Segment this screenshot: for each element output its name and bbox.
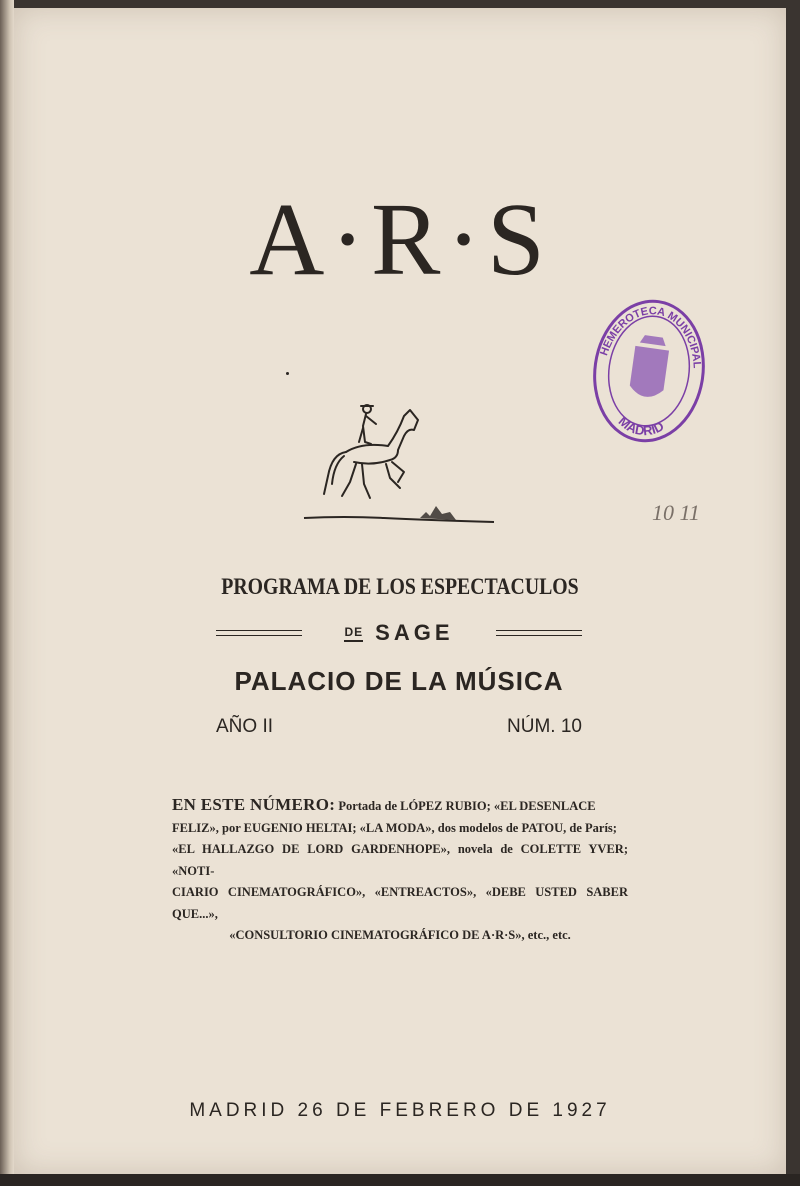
- book-spine-edge: [0, 0, 14, 1186]
- program-heading: PROGRAMA DE LOS ESPECTACULOS: [221, 574, 579, 599]
- company-title: SAGE: [375, 620, 454, 645]
- contents-line-4: CIARIO CINEMATOGRÁFICO», «ENTREACTOS», «DEBE USTED SABER QUE...»,: [172, 885, 628, 921]
- publication-date: MADRID 26 DE FEBRERO DE 1927: [189, 1100, 611, 1121]
- contents-line-1: Portada de LÓPEZ RUBIO; «EL DESENLACE: [338, 799, 596, 813]
- contents-line-5: «CONSULTORIO CINEMATOGRÁFICO DE A·R·S», etc., etc.: [229, 928, 571, 942]
- library-stamp-icon: [582, 291, 715, 451]
- venue-name: PALACIO DE LA MÚSICA: [234, 666, 564, 696]
- bottom-edge: [0, 1174, 800, 1186]
- stamp-bottom-text: MADRID: [615, 413, 667, 439]
- contents-lead: EN ESTE NÚMERO:: [172, 795, 336, 814]
- right-rule: [496, 630, 582, 636]
- issue-info: [216, 716, 582, 742]
- issue-year: AÑO II: [216, 716, 274, 737]
- contents-line-3: «EL HALLAZGO DE LORD GARDENHOPE», novela de COLETTE YVER; «NOTI-: [172, 842, 628, 878]
- contents-summary: [172, 794, 628, 947]
- company-row: [216, 616, 582, 650]
- company-name: [344, 620, 453, 646]
- company-prefix: DE: [344, 625, 363, 642]
- magazine-title: A·R·S: [249, 182, 551, 297]
- contents-line-2: FELIZ», por EUGENIO HELTAI; «LA MODA», dos modelos de PATOU, de París;: [172, 820, 617, 835]
- left-rule: [216, 630, 302, 636]
- ink-speck: [286, 372, 289, 375]
- issue-number: NÚM. 10: [507, 716, 582, 737]
- horse-rider-illustration-icon: [300, 400, 500, 535]
- pencil-annotation: 10 11: [652, 500, 700, 525]
- stamp-top-text: HEMEROTECA MUNICIPAL: [598, 305, 703, 369]
